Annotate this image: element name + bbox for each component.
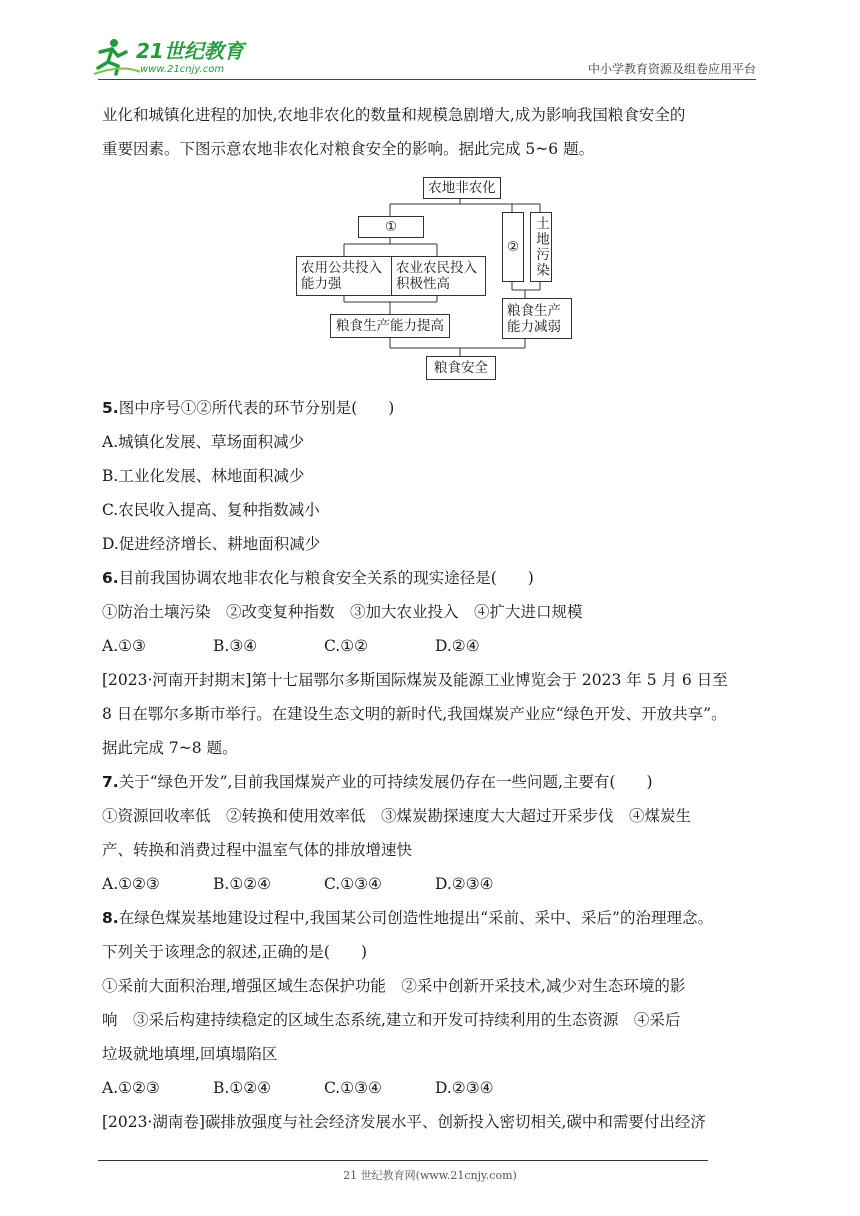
q5-option-a: A.城镇化发展、草场面积减少 — [102, 433, 305, 451]
diagram-box-public-input: 农用公共投入能力强 — [296, 256, 392, 296]
question-number: 6. — [102, 569, 119, 587]
platform-name: 中小学教育资源及组卷应用平台 — [587, 62, 756, 76]
q7-option-b: B.①②④ — [213, 875, 272, 893]
logo-url: www.21cnjy.com — [140, 64, 225, 75]
header-divider — [98, 79, 756, 80]
q5-option-b: B.工业化发展、林地面积减少 — [102, 467, 305, 485]
diagram-box-food-security: 粮食安全 — [426, 356, 496, 380]
diagram-box-top: 农地非农化 — [423, 177, 501, 199]
q8-stem-2: 下列关于该理念的叙述,正确的是( ) — [102, 943, 368, 961]
diagram-box-farmer-input: 农业农民投入积极性高 — [391, 256, 486, 296]
question-7 — [102, 772, 653, 792]
runner-icon — [94, 39, 140, 74]
question-stem: 目前我国协调农地非农化与粮食安全关系的现实途径是( ) — [118, 569, 534, 587]
diagram-box-capacity-up: 粮食生产能力提高 — [330, 314, 450, 338]
passage-3-line-1: [2023·湖南卷]碳排放强度与社会经济发展水平、创新投入密切相关,碳中和需要付出经济 — [102, 1113, 706, 1131]
q8-statements-3: 垃圾就地填埋,回填塌陷区 — [102, 1045, 278, 1063]
question-stem: 在绿色煤炭基地建设过程中,我国某公司创造性地提出“采前、采中、采后”的治理理念。 — [118, 909, 713, 927]
q6-option-a: A.①③ — [102, 637, 146, 655]
q7-option-a: A.①②③ — [102, 875, 160, 893]
site-logo — [92, 34, 262, 78]
q6-option-c: C.①② — [324, 637, 369, 655]
question-5 — [102, 398, 394, 418]
question-6 — [102, 568, 534, 588]
question-stem: 图中序号①②所代表的环节分别是( ) — [118, 399, 395, 417]
q8-option-c: C.①③④ — [324, 1079, 382, 1097]
q5-option-c: C.农民收入提高、复种指数减小 — [102, 501, 320, 519]
flow-diagram — [290, 172, 570, 382]
passage-2-line-1: [2023·河南开封期末]第十七届鄂尔多斯国际煤炭及能源工业博览会于 2023 年 5 月 6 日至 — [102, 671, 728, 689]
q8-statements-1: ①采前大面积治理,增强区域生态保护功能 ②采中创新开采技术,减少对生态环境的影 — [102, 977, 686, 995]
footer-divider — [98, 1160, 708, 1161]
q7-statements-1: ①资源回收率低 ②转换和使用效率低 ③煤炭勘探速度大大超过开采步伐 ④煤炭生 — [102, 807, 692, 825]
footer-text: 21 世纪教育网(www.21cnjy.com) — [343, 1169, 517, 1182]
q7-choices — [102, 874, 546, 894]
question-stem: 关于“绿色开发”,目前我国煤炭产业的可持续发展仍存在一些问题,主要有( ) — [118, 773, 653, 791]
diagram-box-1: ① — [358, 216, 424, 238]
question-number: 7. — [102, 773, 119, 791]
diagram-box-capacity-down: 粮食生产能力减弱 — [502, 298, 572, 339]
diagram-box-pollution: 土地污染 — [530, 212, 552, 282]
q6-option-d: D.②④ — [435, 637, 480, 655]
intro-line-2: 重要因素。下图示意农地非农化对粮食安全的影响。据此完成 5~6 题。 — [102, 140, 595, 158]
question-number: 5. — [102, 399, 119, 417]
q8-option-b: B.①②④ — [213, 1079, 272, 1097]
q6-option-b: B.③④ — [213, 637, 258, 655]
q7-option-d: D.②③④ — [435, 875, 494, 893]
q7-statements-2: 产、转换和消费过程中温室气体的排放增速快 — [102, 841, 413, 859]
q5-option-d: D.促进经济增长、耕地面积减少 — [102, 535, 321, 553]
q6-choices — [102, 636, 546, 656]
intro-line-1: 业化和城镇化进程的加快,农地非农化的数量和规模急剧增大,成为影响我国粮食安全的 — [102, 106, 686, 124]
q8-choices — [102, 1078, 546, 1098]
diagram-box-2: ② — [502, 212, 524, 282]
passage-2-line-3: 据此完成 7~8 题。 — [102, 739, 238, 757]
q8-statements-2: 响 ③采后构建持续稳定的区域生态系统,建立和开发可持续利用的生态资源 ④采后 — [102, 1011, 681, 1029]
q8-option-a: A.①②③ — [102, 1079, 160, 1097]
question-number: 8. — [102, 909, 119, 927]
q6-statements: ①防治土壤污染 ②改变复种指数 ③加大农业投入 ④扩大进口规模 — [102, 603, 583, 621]
logo-text: 21世纪教育 — [136, 39, 244, 63]
passage-2-line-2: 8 日在鄂尔多斯市举行。在建设生态文明的新时代,我国煤炭产业应“绿色开发、开放共享”。 — [102, 705, 727, 723]
question-8 — [102, 908, 713, 928]
q7-option-c: C.①③④ — [324, 875, 382, 893]
q8-option-d: D.②③④ — [435, 1079, 494, 1097]
